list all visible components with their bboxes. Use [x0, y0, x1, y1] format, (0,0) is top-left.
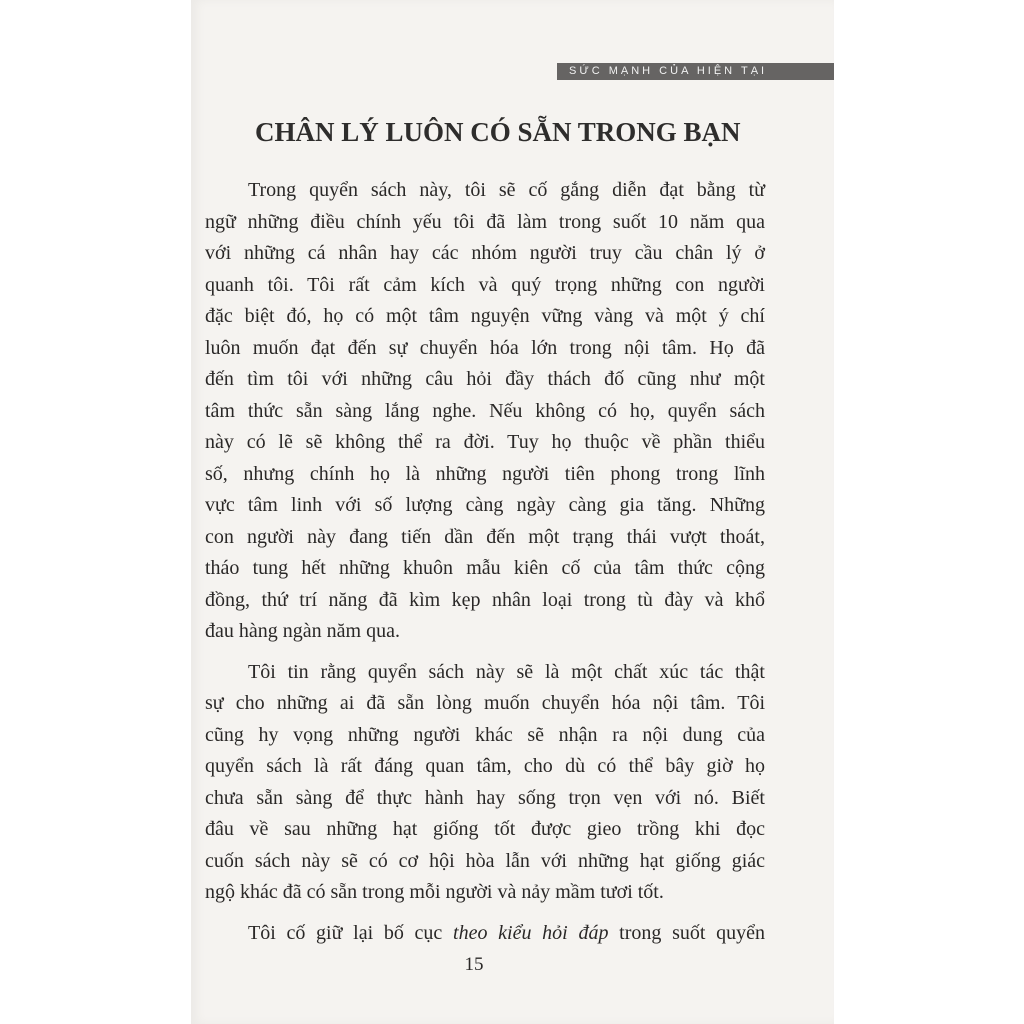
text-line: đặc biệt đó, họ có một tâm nguyện vững vàng và một ý chí — [205, 305, 765, 327]
paragraph-3 — [205, 918, 765, 950]
text-line: cuốn sách này sẽ có cơ hội hòa lẫn với những hạt giống giác — [205, 849, 765, 872]
running-header-title: SỨC MẠNH CỦA HIỆN TẠI — [569, 65, 768, 77]
running-header — [557, 63, 834, 80]
page-number-text: 15 — [464, 954, 484, 975]
text-line: vực tâm linh với số lượng càng ngày càng gia tăng. Những — [205, 494, 765, 516]
paragraph-2 — [205, 657, 765, 909]
text-line: ngữ những điều chính yếu tôi đã làm trong suốt 10 năm qua — [205, 210, 765, 233]
paragraph-1 — [205, 175, 765, 648]
text-line: đâu về sau những hạt giống tốt được gieo trồng khi đọc — [205, 818, 765, 840]
text-line: luôn muốn đạt đến sự chuyển hóa lớn trong nội tâm. Họ đã — [205, 336, 765, 359]
text-line: này có lẽ sẽ không thể ra đời. Tuy họ thuộc về phần thiểu — [205, 431, 765, 453]
text-line: với những cá nhân hay các nhóm người truy cầu chân lý ở — [205, 242, 765, 264]
text-line: sự cho những ai đã sẵn lòng muốn chuyển hóa nội tâm. Tôi — [205, 692, 765, 714]
text-line: Tôi tin rằng quyển sách này sẽ là một chất xúc tác thật — [248, 660, 765, 683]
text-line: Trong quyển sách này, tôi sẽ cố gắng diễn đạt bằng từ — [248, 179, 765, 201]
text-line: tâm thức sẵn sàng lắng nghe. Nếu không có họ, quyển sách — [205, 399, 765, 422]
text-line: ngộ khác đã có sẵn trong mỗi người và nảy mầm tươi tốt. — [205, 881, 664, 903]
text-line — [205, 918, 765, 950]
text-line: đến tìm tôi với những câu hỏi đầy thách đố cũng như một — [205, 368, 765, 390]
text-line: quanh tôi. Tôi rất cảm kích và quý trọng những con người — [205, 273, 765, 296]
text-line: tháo tung hết những khuôn mẫu kiên cố của tâm thức cộng — [205, 557, 765, 579]
body-text — [205, 175, 765, 949]
text-line: quyển sách là rất đáng quan tâm, cho dù có thể bây giờ họ — [205, 755, 765, 777]
text-line: chưa sẵn sàng để thực hành hay sống trọn vẹn với nó. Biết — [205, 786, 765, 809]
text-line: đồng, thứ trí năng đã kìm kẹp nhân loại trong tù đày và khổ — [205, 588, 765, 611]
text-line: cũng hy vọng những người khác sẽ nhận ra nội dung của — [205, 723, 765, 746]
text-run: Tôi cố giữ lại bố cục — [248, 921, 454, 944]
chapter-title: CHÂN LÝ LUÔN CÓ SẴN TRONG BẠN — [255, 117, 741, 147]
text-run: trong suốt quyển — [608, 921, 766, 944]
text-line: số, nhưng chính họ là những người tiên phong trong lĩnh — [205, 462, 765, 485]
text-line: đau hàng ngàn năm qua. — [205, 620, 400, 642]
text-line: con người này đang tiến dần đến một trạng thái vượt thoát, — [205, 525, 765, 548]
page-number — [0, 950, 1024, 980]
italic-phrase: theo kiểu hỏi đáp — [453, 921, 609, 944]
